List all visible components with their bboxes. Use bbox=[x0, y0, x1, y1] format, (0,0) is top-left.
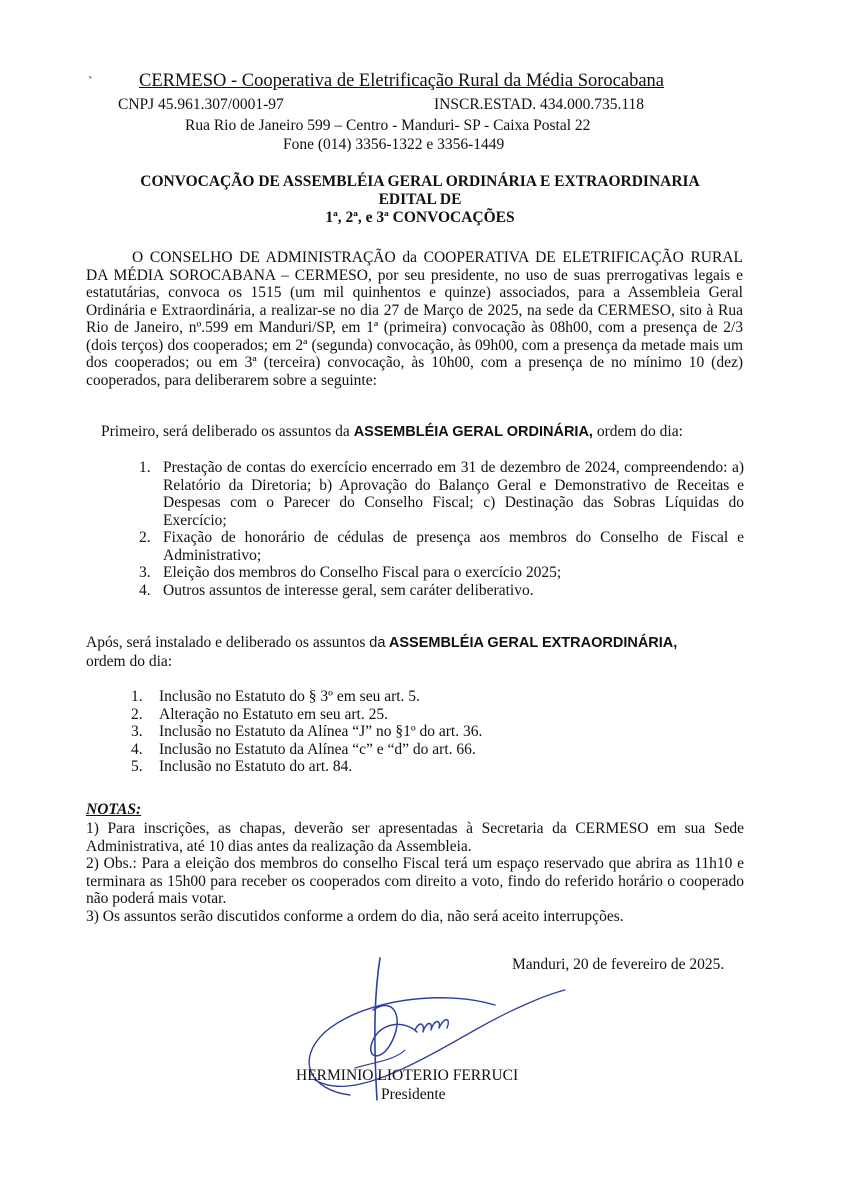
item-number: 3. bbox=[131, 723, 143, 740]
extraordinaria-suffix: ordem do dia: bbox=[86, 652, 173, 670]
list-item bbox=[131, 723, 691, 741]
ordinaria-prefix: Primeiro, será deliberado os assuntos da bbox=[101, 423, 354, 440]
list-item bbox=[131, 741, 691, 759]
item-number: 5. bbox=[131, 758, 143, 775]
item-text: Fixação de honorário de cédulas de presença aos membros do Conselho de Fiscal e Administrativo; bbox=[163, 529, 744, 564]
item-text: Inclusão no Estatuto da Alínea “J” no §1º do art. 36. bbox=[159, 723, 483, 740]
note-item: 1) Para inscrições, as chapas, deverão ser apresentadas à Secretaria da CERMESO em sua Sede Administrativa, até 10 dias antes da realização da Assembleia. bbox=[86, 820, 744, 855]
signer-name: HERMINIO LIOTERIO FERRUCI bbox=[296, 1067, 519, 1084]
item-text: Outros assuntos de interesse geral, sem caráter deliberativo. bbox=[163, 581, 534, 599]
extraordinaria-agenda bbox=[131, 688, 691, 776]
list-item bbox=[131, 688, 691, 706]
ordinaria-intro bbox=[101, 423, 683, 442]
item-text: Prestação de contas do exercício encerrado em 31 de dezembro de 2024, compreendendo: a) Relatório da Diretoria; b) Aprovação do Balanço Geral e Demonstrativo de Receitas e Despesas com o Parecer do Conselho Fiscal; c) Destinação das Sobras Líquidas do Exercício; bbox=[163, 459, 744, 529]
phone: Fone (014) 3356-1322 e 3356-1449 bbox=[283, 136, 505, 153]
intro-paragraph: O CONSELHO DE ADMINISTRAÇÃO da COOPERATIVA DE ELETRIFICAÇÃO RURAL DA MÉDIA SOROCABANA – CERMESO, por seu presidente, no uso de suas prerrogativas legais e estatutárias, convoca os 1515 (um mil quinhentos e quinze) associados, para a Assembleia Geral Ordinária e Extraordinária, a realizar-se no dia 27 de Março de 2025, na sede da CERMESO, sito à Rua Rio de Janeiro, nº.599 em Manduri/SP, em 1ª (primeira) convocação às 08h00, com a presença de 2/3 (dois terços) dos cooperados; em 2ª (segunda) convocação, às 09h00, com a presença da metade mais um dos cooperados; ou em 3ª (terceira) convocação, às 10h00, com a presença de no mínimo 10 (dez) cooperados, para deliberarem sobre a seguinte: bbox=[86, 249, 743, 389]
item-text: Inclusão no Estatuto do art. 84. bbox=[159, 758, 353, 775]
heading-line-3: 1ª, 2ª, e 3ª CONVOCAÇÕES bbox=[325, 209, 515, 226]
notes-heading: NOTAS: bbox=[86, 801, 142, 818]
extraordinaria-intro bbox=[86, 634, 746, 670]
list-item bbox=[139, 459, 744, 529]
item-number: 4. bbox=[131, 740, 143, 758]
cnpj: CNPJ 45.961.307/0001-97 bbox=[118, 96, 284, 113]
item-number: 2. bbox=[131, 705, 143, 723]
item-number: 3. bbox=[139, 564, 151, 581]
ordinaria-name: ASSEMBLÉIA GERAL ORDINÁRIA, bbox=[353, 424, 593, 440]
list-item bbox=[139, 582, 744, 600]
heading-line-2: EDITAL DE bbox=[378, 191, 462, 208]
extraordinaria-prefix: Após, será instalado e deliberado os assuntos bbox=[86, 634, 370, 651]
extraordinaria-da: da bbox=[369, 635, 386, 651]
address: Rua Rio de Janeiro 599 – Centro - Manduri- SP - Caixa Postal 22 bbox=[185, 117, 591, 134]
list-item bbox=[131, 758, 691, 776]
note-item: 3) Os assuntos serão discutidos conforme a ordem do dia, não será aceito interrupções. bbox=[86, 907, 624, 925]
list-item bbox=[131, 706, 691, 724]
list-item bbox=[139, 529, 744, 564]
place-date: Manduri, 20 de fevereiro de 2025. bbox=[512, 956, 725, 973]
signer-role: Presidente bbox=[381, 1086, 446, 1103]
notes-list bbox=[86, 820, 744, 925]
state-registration: INSCR.ESTAD. 434.000.735.118 bbox=[434, 96, 645, 113]
ordinaria-suffix: ordem do dia: bbox=[592, 423, 683, 440]
margin-mark: ` bbox=[88, 75, 93, 90]
item-text: Inclusão no Estatuto do § 3º em seu art. 5. bbox=[159, 688, 420, 705]
item-number: 1. bbox=[139, 459, 151, 476]
ordinaria-agenda bbox=[139, 459, 744, 599]
item-number: 1. bbox=[131, 688, 143, 705]
item-number: 2. bbox=[139, 529, 151, 546]
extraordinaria-name: ASSEMBLÉIA GERAL EXTRAORDINÁRIA, bbox=[385, 635, 678, 651]
item-number: 4. bbox=[139, 581, 151, 599]
item-text: Eleição dos membros do Conselho Fiscal para o exercício 2025; bbox=[163, 564, 562, 581]
list-item bbox=[139, 564, 744, 582]
org-title: CERMESO - Cooperativa de Eletrificação Rural da Média Sorocabana bbox=[139, 71, 665, 91]
heading-line-1: CONVOCAÇÃO DE ASSEMBLÉIA GERAL ORDINÁRIA E EXTRAORDINARIA bbox=[140, 173, 700, 190]
item-text: Alteração no Estatuto em seu art. 25. bbox=[159, 705, 388, 723]
note-item: 2) Obs.: Para a eleição dos membros do conselho Fiscal terá um espaço reservado que abrira as 11h10 e terminara as 15h00 para receber os cooperados com direito a voto, findo do referido horário o cooperado não poderá mais votar. bbox=[86, 855, 744, 907]
item-text: Inclusão no Estatuto da Alínea “c” e “d” do art. 66. bbox=[159, 740, 476, 758]
